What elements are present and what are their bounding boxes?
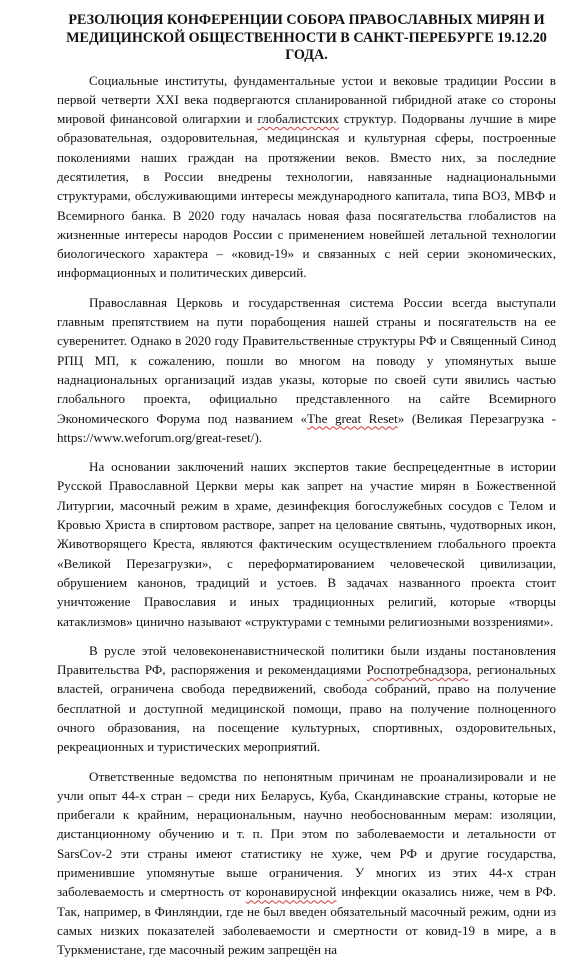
- paragraph-5: [57, 767, 556, 960]
- paragraph-2: [57, 293, 556, 447]
- paragraph-2-text-a: Православная Церковь и государственная система России всегда выступали главным препятствием на пути порабощения нашей страны и посягательств на ее суверенитет. Однако в 2020 году Правительственные структуры РФ и Священный Синод РПЦ МП, к сожалению, пошли во многом на поводу у упомянутых выше наднациональных организаций издав указы, которые по своей сути явились частью глобального проекта, официально представленного на сайте Всемирного Экономического Форума под названием «: [57, 294, 556, 426]
- paragraph-4: [57, 641, 556, 757]
- paragraph-5-text-a: Ответственные ведомства по непонятным причинам не проанализировали и не учли опыт 44-х стран – среди них Беларусь, Куба, Скандинавские страны, которые не прибегали к крайним, нерациональным, научно необоснованным мерам: изоляции, дистанционному обучению и т. п. При этом по заболеваемости и летальности от SarsCov-2 эти страны имеют статистику не хуже, чем РФ и другие государства, применившие упомянутые выше ограничения. У многих из этих 44-х стран заболеваемость и смертность от: [57, 768, 556, 900]
- paragraph-4-text-b: , региональных властей, ограничена свобода передвижений, свобода собраний, право на получение бесплатной и доступной медицинской помощи, право на получение полноценного очного образования, на посещение культурных, спортивных, оздоровительных, рекреационных и туристических мероприятий.: [57, 662, 557, 755]
- paragraph-3: [57, 457, 556, 631]
- paragraph-1-text-a: Социальные институты, фундаментальные устои и вековые традиции России в первой четверти XXI века подвергаются спланированной гибридной атаке со стороны мировой финансовой олигархии и: [57, 72, 556, 127]
- document-title: [57, 12, 556, 65]
- paragraph-4-text-a: В русле этой человеконенавистнической политики были изданы постановления Правительства РФ, распоряжения и рекомендациями: [57, 642, 556, 678]
- paragraph-1: [57, 71, 556, 283]
- title-line-2: МЕДИЦИНСКОЙ ОБЩЕСТВЕННОСТИ В САНКТ-ПЕРЕБУРГЕ 19.12.20 ГОДА.: [66, 29, 547, 63]
- spellcheck-flagged-word[interactable]: Роспотребнадзора: [366, 662, 469, 678]
- spellcheck-flagged-word[interactable]: The great Reset: [307, 410, 398, 426]
- paragraph-2-text-b: » (Великая Перезагрузка - https://www.weforum.org/great-reset/).: [57, 410, 556, 445]
- spellcheck-flagged-word[interactable]: коронавирусной: [245, 884, 337, 900]
- paragraph-5-text-b: инфекции оказались ниже, чем в РФ. Так, например, в Финляндии, где не был введен обязательный масочный режим, одни из самых низких показателей заболеваемости и смертности от ковид-19 в мире, а в Туркменистане, где масочный режим запрещён на: [57, 884, 556, 958]
- paragraph-1-text-b: структур. Подорваны лучшие в мире образовательная, оздоровительная, медицинская и культурная сферы, построенные поколениями наших граждан на протяжении веков. Вместо них, за последние десятилетия, в России внедрены технологии, навязанные наднациональными структурами, обслуживающими интересы международного капитала, типа ВОЗ, МВФ и Всемирного банка. В 2020 году началась новая фаза посягательства глобалистов на жизненные интересы народов России с применением новейшей летальной технологии биологического характера – «ковид-19» и связанных с ней серии экономических, информационных и политических диверсий.: [57, 111, 556, 281]
- spellcheck-flagged-word[interactable]: глобалистских: [257, 111, 339, 127]
- paragraph-3-text: На основании заключений наших экспертов такие беспрецедентные в истории Русской Православной Церкви меры как запрет на участие мирян в Божественной Литургии, масочный режим в храме, дезинфекция богослужебных сосудов с Телом и Кровью Христа в спиртовом растворе, запрет на целование святынь, чудотворных икон, Животворящего Креста, являются фактическим осуществлением глобального проекта «Великой Перезагрузки», с переформатированием человеческой цивилизации, обрушением канонов, традиций и устоев. В задачах названного проекта стоит уничтожение Православия и иных традиционных религий, которые «творцы катаклизмов» цинично называют «структурами с темными религиозными воззрениями».: [57, 459, 556, 629]
- title-line-1: РЕЗОЛЮЦИЯ КОНФЕРЕНЦИИ СОБОРА ПРАВОСЛАВНЫХ МИРЯН И: [68, 12, 545, 28]
